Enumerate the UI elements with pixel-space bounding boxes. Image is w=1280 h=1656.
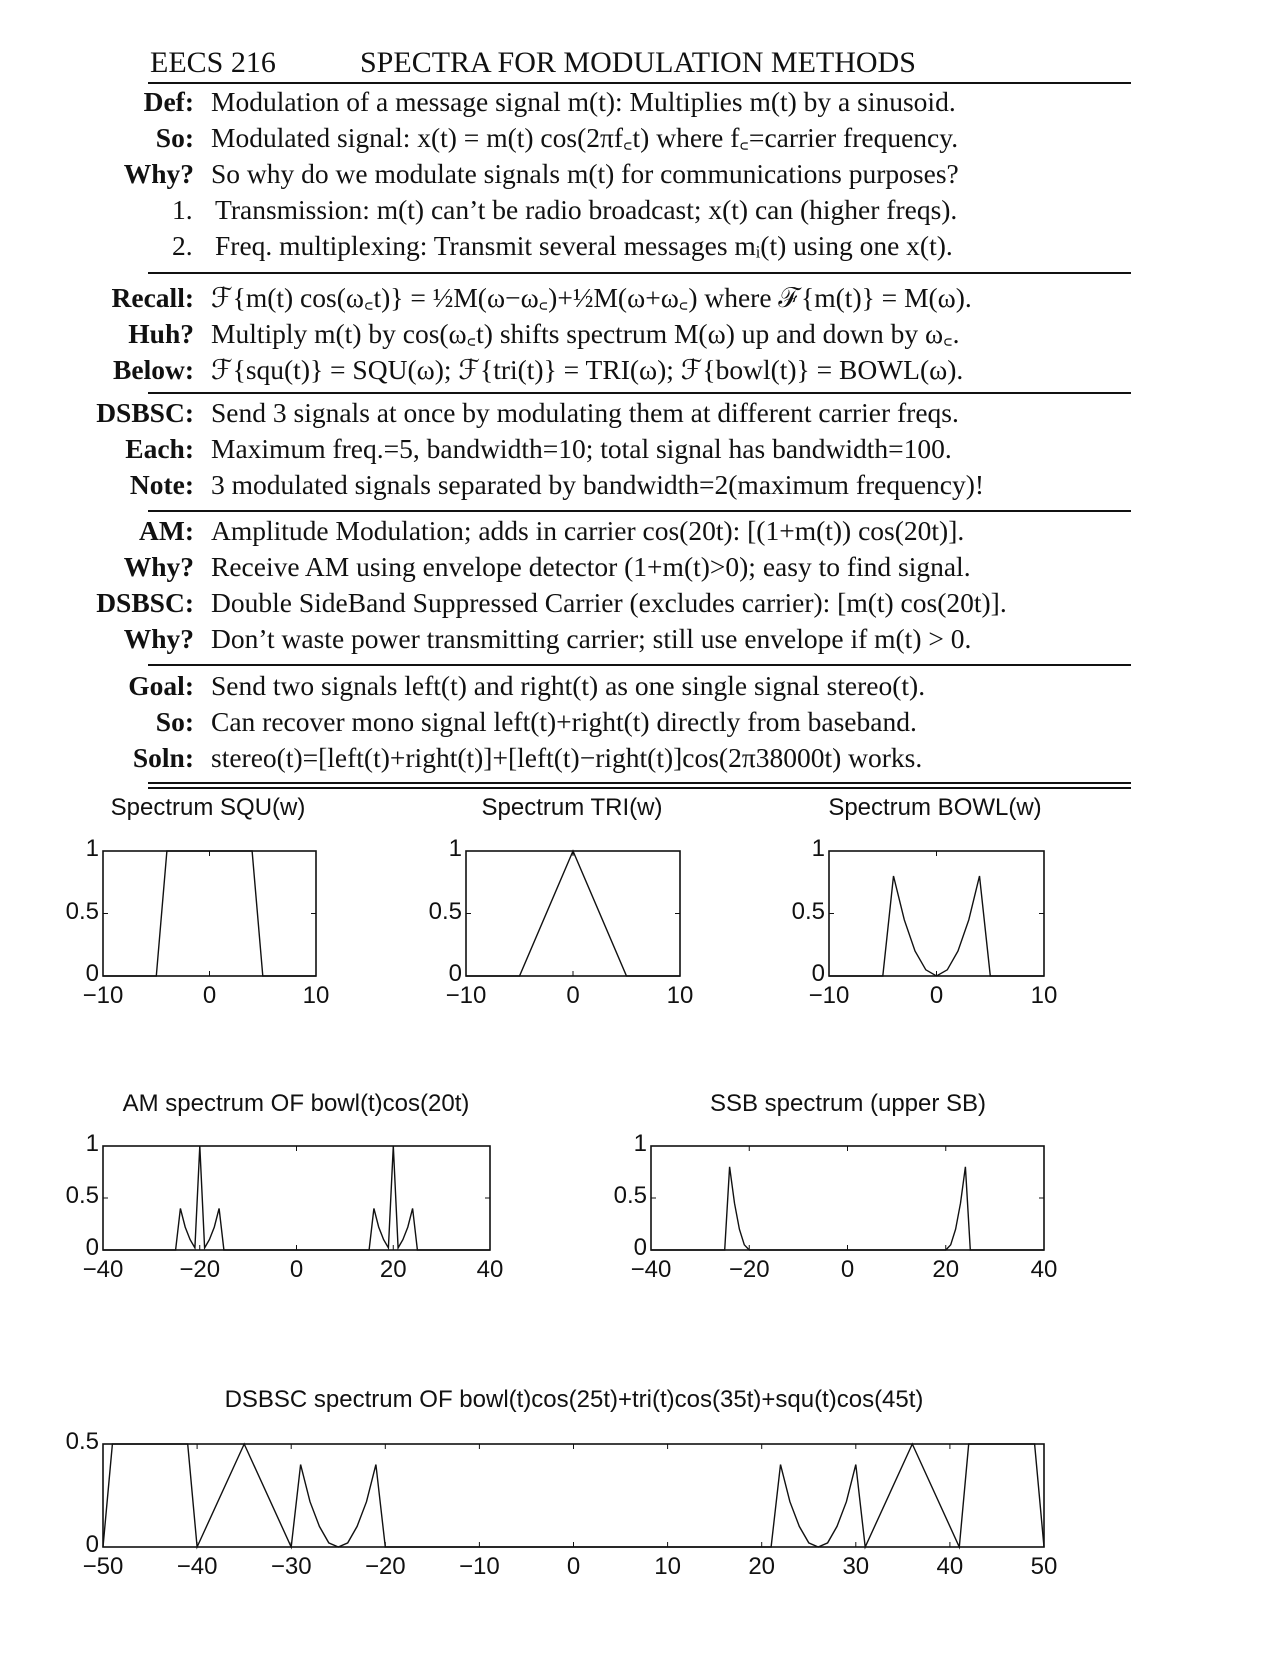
y-tick-label: 1	[85, 1130, 99, 1157]
x-tick-label: −40	[176, 1553, 218, 1580]
chart-4	[651, 1146, 1044, 1250]
x-tick-label: 40	[476, 1256, 504, 1283]
series-line	[466, 851, 680, 976]
row-text: 3 modulated signals separated by bandwidth=2(maximum frequency)!	[211, 469, 985, 500]
row-text: Can recover mono signal left(t)+right(t) directly from baseband.	[211, 706, 917, 737]
y-tick-label: 0	[811, 960, 825, 987]
chart-title: Spectrum SQU(w)	[110, 794, 306, 821]
y-tick-label: 0	[85, 1234, 99, 1261]
chart-1	[466, 851, 680, 976]
x-tick-label: −20	[179, 1256, 221, 1283]
row-text: Receive AM using envelope detector (1+m(t)>0); easy to find signal.	[211, 551, 971, 582]
row-label: Why?	[123, 158, 194, 189]
row-label: Recall:	[111, 282, 194, 313]
x-tick-label: 10	[302, 982, 330, 1009]
row-text: Modulation of a message signal m(t): Multiplies m(t) by a sinusoid.	[211, 86, 956, 117]
y-tick-label: 1	[811, 835, 825, 862]
x-tick-label: 0	[929, 982, 944, 1009]
x-tick-label: 40	[936, 1553, 964, 1580]
x-tick-label: 30	[842, 1553, 870, 1580]
row-text: Multiply m(t) by cos(ω꜀t) shifts spectrum M(ω) up and down by ω꜀.	[211, 318, 960, 349]
y-tick-label: 1	[448, 835, 462, 862]
row-label: AM:	[139, 515, 194, 546]
chart-2	[829, 851, 1044, 976]
x-tick-label: 10	[1030, 982, 1058, 1009]
x-tick-label: 10	[654, 1553, 681, 1580]
chart-title: DSBSC spectrum OF bowl(t)cos(25t)+tri(t)cos(35t)+squ(t)cos(45t)	[224, 1386, 924, 1413]
x-tick-label: 0	[566, 1553, 581, 1580]
plot-frame	[103, 1444, 1044, 1547]
series-line	[103, 851, 316, 976]
x-tick-label: 50	[1030, 1553, 1058, 1580]
chart-title: SSB spectrum (upper SB)	[709, 1090, 987, 1117]
row-text: ℱ{squ(t)} = SQU(ω); ℱ{tri(t)} = TRI(ω); ℱ{bowl(t)} = BOWL(ω).	[211, 354, 964, 385]
row-label: Each:	[125, 433, 194, 464]
x-tick-label: −50	[82, 1553, 124, 1580]
row-text: Transmission: m(t) can’t be radio broadcast; x(t) can (higher freqs).	[215, 194, 958, 225]
series-line	[651, 1167, 1044, 1250]
row-text: Maximum freq.=5, bandwidth=10; total signal has bandwidth=100.	[211, 433, 952, 464]
y-tick-label: 0.5	[428, 897, 462, 925]
row-text: Send 3 signals at once by modulating them at different carrier freqs.	[211, 397, 959, 428]
y-tick-label: 0.5	[65, 897, 99, 925]
x-tick-label: −10	[82, 982, 124, 1009]
x-tick-label: −40	[630, 1256, 672, 1283]
series-line	[103, 1146, 490, 1250]
x-tick-label: 40	[1030, 1256, 1058, 1283]
row-text: Don’t waste power transmitting carrier; still use envelope if m(t) > 0.	[211, 623, 972, 654]
plot-frame	[466, 851, 680, 976]
row-text: Double SideBand Suppressed Carrier (excludes carrier): [m(t) cos(20t)].	[211, 587, 1007, 618]
chart-5	[103, 1444, 1044, 1547]
plot-frame	[651, 1146, 1044, 1250]
x-tick-label: 10	[666, 982, 694, 1009]
y-tick-label: 0.5	[65, 1182, 99, 1209]
row-label: Def:	[143, 86, 194, 117]
plot-frame	[829, 851, 1044, 976]
row-label: So:	[155, 706, 194, 737]
y-tick-label: 0	[448, 960, 462, 987]
row-text: Amplitude Modulation; adds in carrier cos(20t): [(1+m(t)) cos(20t)].	[211, 515, 965, 546]
x-tick-label: −10	[459, 1553, 500, 1580]
x-tick-label: 20	[748, 1553, 776, 1580]
chart-0	[103, 851, 316, 976]
chart-title: Spectrum BOWL(w)	[828, 794, 1042, 821]
series-line	[829, 876, 1044, 976]
x-tick-label: −10	[808, 982, 850, 1009]
x-tick-label: −40	[82, 1256, 124, 1283]
y-tick-label: 1	[85, 835, 99, 862]
row-label: Huh?	[128, 318, 194, 349]
plot-frame	[103, 1146, 490, 1250]
row-label: Note:	[129, 469, 194, 500]
x-tick-label: 0	[289, 1256, 304, 1283]
series-line	[103, 1444, 1044, 1547]
row-text: So why do we modulate signals m(t) for communications purposes?	[211, 158, 959, 189]
list-number: 2.	[172, 230, 193, 261]
x-tick-label: −20	[364, 1553, 406, 1580]
x-tick-label: 0	[566, 982, 580, 1009]
row-text: Freq. multiplexing: Transmit several messages mᵢ(t) using one x(t).	[215, 230, 953, 261]
x-tick-label: −10	[445, 982, 487, 1009]
plot-frame	[103, 851, 316, 976]
x-tick-label: 20	[379, 1256, 407, 1283]
chart-3	[103, 1146, 490, 1250]
row-text: ℱ{m(t) cos(ω꜀t)} = ½M(ω−ω꜀)+½M(ω+ω꜀) where ℱ{m(t)} = M(ω).	[211, 282, 972, 313]
x-tick-label: −30	[270, 1553, 312, 1580]
row-label: Why?	[123, 551, 194, 582]
page-title: SPECTRA FOR MODULATION METHODS	[360, 46, 916, 79]
row-text: Send two signals left(t) and right(t) as one single signal stereo(t).	[211, 670, 926, 701]
x-tick-label: −20	[728, 1256, 770, 1283]
course-label: EECS 216	[150, 46, 276, 79]
x-tick-label: 0	[202, 982, 217, 1009]
row-label: DSBSC:	[96, 397, 194, 428]
y-tick-label: 0.5	[65, 1428, 99, 1455]
x-tick-label: 20	[932, 1256, 960, 1283]
row-text: stereo(t)=[left(t)+right(t)]+[left(t)−right(t)]cos(2π38000t) works.	[211, 742, 923, 773]
list-number: 1.	[172, 194, 193, 225]
y-tick-label: 0	[85, 1531, 99, 1558]
row-label: Below:	[113, 354, 194, 385]
row-label: DSBSC:	[96, 587, 194, 618]
y-tick-label: 0	[633, 1234, 647, 1261]
chart-title: AM spectrum OF bowl(t)cos(20t)	[122, 1090, 470, 1117]
y-tick-label: 0.5	[613, 1182, 647, 1209]
x-tick-label: 0	[840, 1256, 855, 1283]
y-tick-label: 1	[633, 1130, 647, 1157]
row-label: Why?	[123, 623, 194, 654]
chart-title: Spectrum TRI(w)	[481, 794, 663, 821]
y-tick-label: 0	[85, 960, 99, 987]
row-text: Modulated signal: x(t) = m(t) cos(2πf꜀t) where f꜀=carrier frequency.	[211, 122, 959, 153]
y-tick-label: 0.5	[791, 897, 825, 925]
row-label: Goal:	[128, 670, 194, 701]
row-label: Soln:	[132, 742, 194, 773]
row-label: So:	[155, 122, 194, 153]
